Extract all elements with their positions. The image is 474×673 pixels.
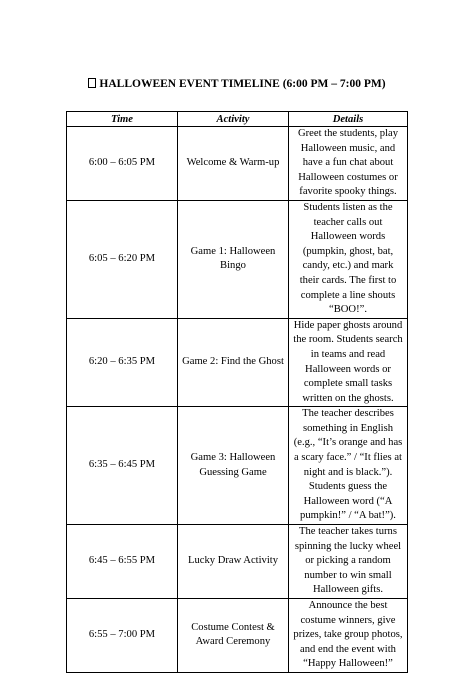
details-cell: The teacher describes something in English (e.g., “It’s orange and has a scary face.” / “It flies at night and is black.”). Students guess the Halloween word (“A pumpkin!” / “A bat!”). xyxy=(289,407,408,525)
table-row xyxy=(67,200,408,318)
activity-cell: Lucky Draw Activity xyxy=(178,525,289,599)
table-row xyxy=(67,407,408,525)
page-title xyxy=(0,77,474,91)
header-details: Details xyxy=(289,112,408,127)
activity-cell: Costume Contest & Award Ceremony xyxy=(178,599,289,673)
header-activity: Activity xyxy=(178,112,289,127)
activity-cell: Game 3: Halloween Guessing Game xyxy=(178,407,289,525)
time-cell: 6:20 – 6:35 PM xyxy=(67,318,178,407)
table-row xyxy=(67,127,408,201)
details-cell: The teacher takes turns spinning the lucky wheel or picking a random number to win small Halloween gifts. xyxy=(289,525,408,599)
table-row xyxy=(67,525,408,599)
header-time: Time xyxy=(67,112,178,127)
activity-cell: Game 1: Halloween Bingo xyxy=(178,200,289,318)
activity-cell: Game 2: Find the Ghost xyxy=(178,318,289,407)
time-cell: 6:55 – 7:00 PM xyxy=(67,599,178,673)
table-row xyxy=(67,318,408,407)
time-cell: 6:05 – 6:20 PM xyxy=(67,200,178,318)
timeline-table xyxy=(66,111,408,673)
time-cell: 6:45 – 6:55 PM xyxy=(67,525,178,599)
details-cell: Announce the best costume winners, give prizes, take group photos, and end the event with “Happy Halloween!” xyxy=(289,599,408,673)
details-cell: Hide paper ghosts around the room. Students search in teams and read Halloween words or complete small tasks written on the ghosts. xyxy=(289,318,408,407)
time-cell: 6:35 – 6:45 PM xyxy=(67,407,178,525)
details-cell: Students listen as the teacher calls out Halloween words (pumpkin, ghost, bat, candy, etc.) and mark their cards. The first to complete a line shouts “BOO!”. xyxy=(289,200,408,318)
activity-cell: Welcome & Warm-up xyxy=(178,127,289,201)
time-cell: 6:00 – 6:05 PM xyxy=(67,127,178,201)
table-row xyxy=(67,599,408,673)
details-cell: Greet the students, play Halloween music, and have a fun chat about Halloween costumes or favorite spooky things. xyxy=(289,127,408,201)
page-title-text: HALLOWEEN EVENT TIMELINE (6:00 PM – 7:00 PM) xyxy=(99,78,386,90)
unknown-glyph-icon xyxy=(88,78,96,88)
table-header-row xyxy=(67,112,408,127)
